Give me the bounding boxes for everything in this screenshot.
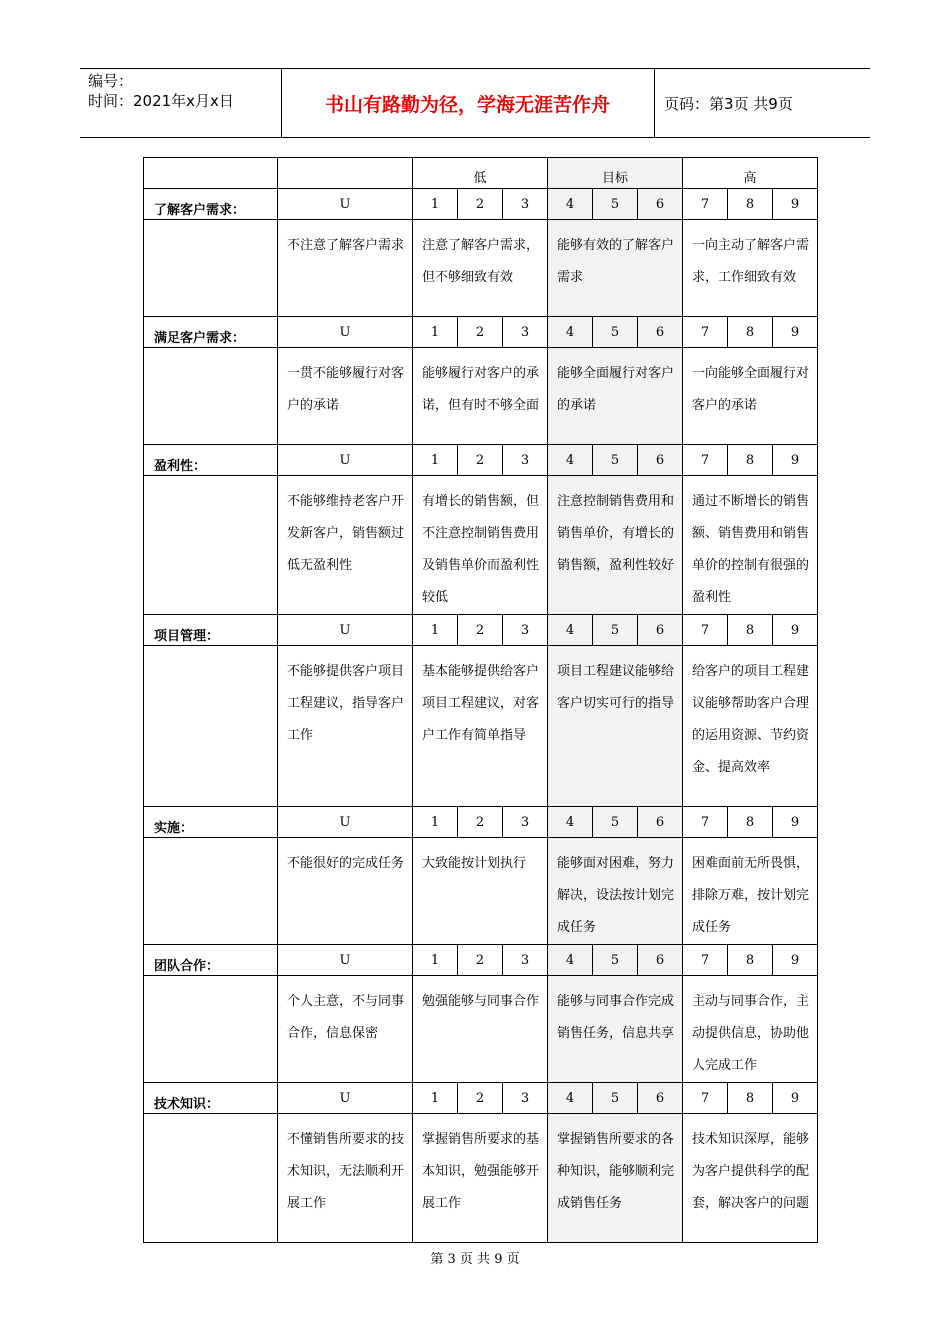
scale-cell: 6 (638, 807, 683, 838)
desc-unsatisfactory: 不懂销售所要求的技术知识，无法顺利开展工作 (278, 1114, 413, 1243)
scale-cell: 5 (593, 945, 638, 976)
corner-cell (278, 158, 413, 189)
scale-cell: 5 (593, 317, 638, 348)
scale-cell: 7 (683, 317, 728, 348)
scale-cell: U (278, 317, 413, 348)
criterion-label: 满足客户需求： (144, 317, 278, 348)
evaluation-table (143, 157, 818, 1243)
scale-cell: 9 (773, 1083, 818, 1114)
desc-unsatisfactory: 不能够提供客户项目工程建议，指导客户工作 (278, 646, 413, 807)
scale-cell: 4 (548, 317, 593, 348)
scale-cell: 1 (413, 317, 458, 348)
criterion-label: 项目管理： (144, 615, 278, 646)
desc-low: 勉强能够与同事合作 (413, 976, 548, 1083)
scale-cell: 2 (458, 189, 503, 220)
desc-target: 掌握销售所要求的各种知识，能够顺利完成销售任务 (548, 1114, 683, 1243)
scale-cell: 8 (728, 189, 773, 220)
desc-high: 通过不断增长的销售额、销售费用和销售单价的控制有很强的盈利性 (683, 476, 818, 615)
scale-cell: U (278, 189, 413, 220)
scale-cell: 3 (503, 1083, 548, 1114)
blank-cell (144, 476, 278, 615)
scale-cell: 1 (413, 189, 458, 220)
desc-target: 能够全面履行对客户的承诺 (548, 348, 683, 445)
scale-cell: 6 (638, 189, 683, 220)
desc-target: 注意控制销售费用和销售单价，有增长的销售额，盈利性较好 (548, 476, 683, 615)
scale-cell: 5 (593, 445, 638, 476)
scale-cell: 2 (458, 807, 503, 838)
desc-high: 一向能够全面履行对客户的承诺 (683, 348, 818, 445)
number-label: 编号： (88, 72, 134, 90)
desc-high: 给客户的项目工程建议能够帮助客户合理的运用资源、节约资金、提高效率 (683, 646, 818, 807)
scale-cell: 3 (503, 189, 548, 220)
criterion-label: 实施： (144, 807, 278, 838)
scale-cell: 3 (503, 445, 548, 476)
description-row (144, 1114, 818, 1243)
header-page-code: 页码：第3页 共9页 (664, 95, 793, 113)
scale-cell: 3 (503, 615, 548, 646)
date-label: 时间：2021年x月x日 (88, 92, 234, 110)
criterion-label: 盈利性： (144, 445, 278, 476)
desc-low: 大致能按计划执行 (413, 838, 548, 945)
desc-target: 能够面对困难，努力解决，设法按计划完成任务 (548, 838, 683, 945)
scale-cell: U (278, 615, 413, 646)
page-header (80, 68, 870, 138)
scale-cell: 6 (638, 945, 683, 976)
scale-cell: U (278, 445, 413, 476)
desc-unsatisfactory: 不能够维持老客户开发新客户，销售额过低无盈利性 (278, 476, 413, 615)
scale-cell: 2 (458, 945, 503, 976)
scale-cell: 8 (728, 1083, 773, 1114)
desc-low: 基本能够提供给客户项目工程建议，对客户工作有简单指导 (413, 646, 548, 807)
scale-cell: 1 (413, 615, 458, 646)
scale-cell: U (278, 1083, 413, 1114)
criterion-label: 了解客户需求： (144, 189, 278, 220)
scale-cell: 4 (548, 615, 593, 646)
scale-cell: U (278, 807, 413, 838)
desc-high: 困难面前无所畏惧，排除万难，按计划完成任务 (683, 838, 818, 945)
scale-cell: 2 (458, 615, 503, 646)
scale-cell: 8 (728, 445, 773, 476)
scale-cell: 1 (413, 445, 458, 476)
scale-cell: 6 (638, 1083, 683, 1114)
desc-low: 能够履行对客户的承诺，但有时不够全面 (413, 348, 548, 445)
description-row (144, 220, 818, 317)
scale-cell: 2 (458, 1083, 503, 1114)
scale-row (144, 189, 818, 220)
desc-target: 项目工程建议能够给客户切实可行的指导 (548, 646, 683, 807)
blank-cell (144, 646, 278, 807)
scale-cell: 8 (728, 945, 773, 976)
level-target: 目标 (548, 158, 683, 189)
desc-unsatisfactory: 一贯不能够履行对客户的承诺 (278, 348, 413, 445)
scale-row (144, 945, 818, 976)
scale-cell: 7 (683, 445, 728, 476)
scale-cell: 2 (458, 445, 503, 476)
blank-cell (144, 220, 278, 317)
description-row (144, 476, 818, 615)
scale-row (144, 615, 818, 646)
scale-cell: 9 (773, 945, 818, 976)
scale-cell: 3 (503, 945, 548, 976)
desc-low: 有增长的销售额，但不注意控制销售费用及销售单价而盈利性较低 (413, 476, 548, 615)
scale-row (144, 445, 818, 476)
desc-unsatisfactory: 个人主意，不与同事合作，信息保密 (278, 976, 413, 1083)
scale-cell: 4 (548, 945, 593, 976)
scale-cell: 2 (458, 317, 503, 348)
blank-cell (144, 976, 278, 1083)
page-footer: 第 3 页 共 9 页 (430, 1252, 520, 1267)
scale-cell: 1 (413, 945, 458, 976)
header-motto: 书山有路勤为径，学海无涯苦作舟 (324, 93, 610, 116)
desc-target: 能够与同事合作完成销售任务，信息共享 (548, 976, 683, 1083)
scale-cell: 7 (683, 1083, 728, 1114)
scale-cell: 6 (638, 317, 683, 348)
desc-low: 注意了解客户需求，但不够细致有效 (413, 220, 548, 317)
level-low: 低 (413, 158, 548, 189)
scale-cell: 6 (638, 445, 683, 476)
scale-row (144, 317, 818, 348)
desc-unsatisfactory: 不注意了解客户需求 (278, 220, 413, 317)
scale-cell: 8 (728, 317, 773, 348)
description-row (144, 646, 818, 807)
desc-low: 掌握销售所要求的基本知识，勉强能够开展工作 (413, 1114, 548, 1243)
scale-cell: U (278, 945, 413, 976)
scale-cell: 9 (773, 445, 818, 476)
scale-cell: 4 (548, 1083, 593, 1114)
scale-cell: 7 (683, 615, 728, 646)
scale-row (144, 807, 818, 838)
desc-target: 能够有效的了解客户需求 (548, 220, 683, 317)
blank-cell (144, 838, 278, 945)
desc-unsatisfactory: 不能很好的完成任务 (278, 838, 413, 945)
desc-high: 技术知识深厚，能够为客户提供科学的配套，解决客户的问题 (683, 1114, 818, 1243)
scale-cell: 5 (593, 807, 638, 838)
scale-cell: 5 (593, 1083, 638, 1114)
scale-row (144, 1083, 818, 1114)
scale-cell: 8 (728, 615, 773, 646)
scale-cell: 1 (413, 1083, 458, 1114)
scale-cell: 9 (773, 189, 818, 220)
scale-cell: 4 (548, 189, 593, 220)
scale-cell: 8 (728, 807, 773, 838)
criterion-label: 技术知识： (144, 1083, 278, 1114)
scale-cell: 7 (683, 945, 728, 976)
scale-cell: 9 (773, 615, 818, 646)
blank-cell (144, 1114, 278, 1243)
scale-cell: 4 (548, 445, 593, 476)
scale-cell: 9 (773, 317, 818, 348)
desc-high: 主动与同事合作，主动提供信息，协助他人完成工作 (683, 976, 818, 1083)
corner-cell (144, 158, 278, 189)
scale-cell: 7 (683, 189, 728, 220)
header-divider (654, 69, 655, 137)
level-high: 高 (683, 158, 818, 189)
header-meta (88, 71, 234, 111)
scale-cell: 1 (413, 807, 458, 838)
description-row (144, 976, 818, 1083)
scale-cell: 3 (503, 807, 548, 838)
scale-cell: 3 (503, 317, 548, 348)
description-row (144, 838, 818, 945)
criterion-label: 团队合作： (144, 945, 278, 976)
desc-high: 一向主动了解客户需求，工作细致有效 (683, 220, 818, 317)
scale-cell: 5 (593, 189, 638, 220)
description-row (144, 348, 818, 445)
level-header-row (144, 158, 818, 189)
scale-cell: 9 (773, 807, 818, 838)
scale-cell: 7 (683, 807, 728, 838)
scale-cell: 5 (593, 615, 638, 646)
scale-cell: 6 (638, 615, 683, 646)
blank-cell (144, 348, 278, 445)
scale-cell: 4 (548, 807, 593, 838)
